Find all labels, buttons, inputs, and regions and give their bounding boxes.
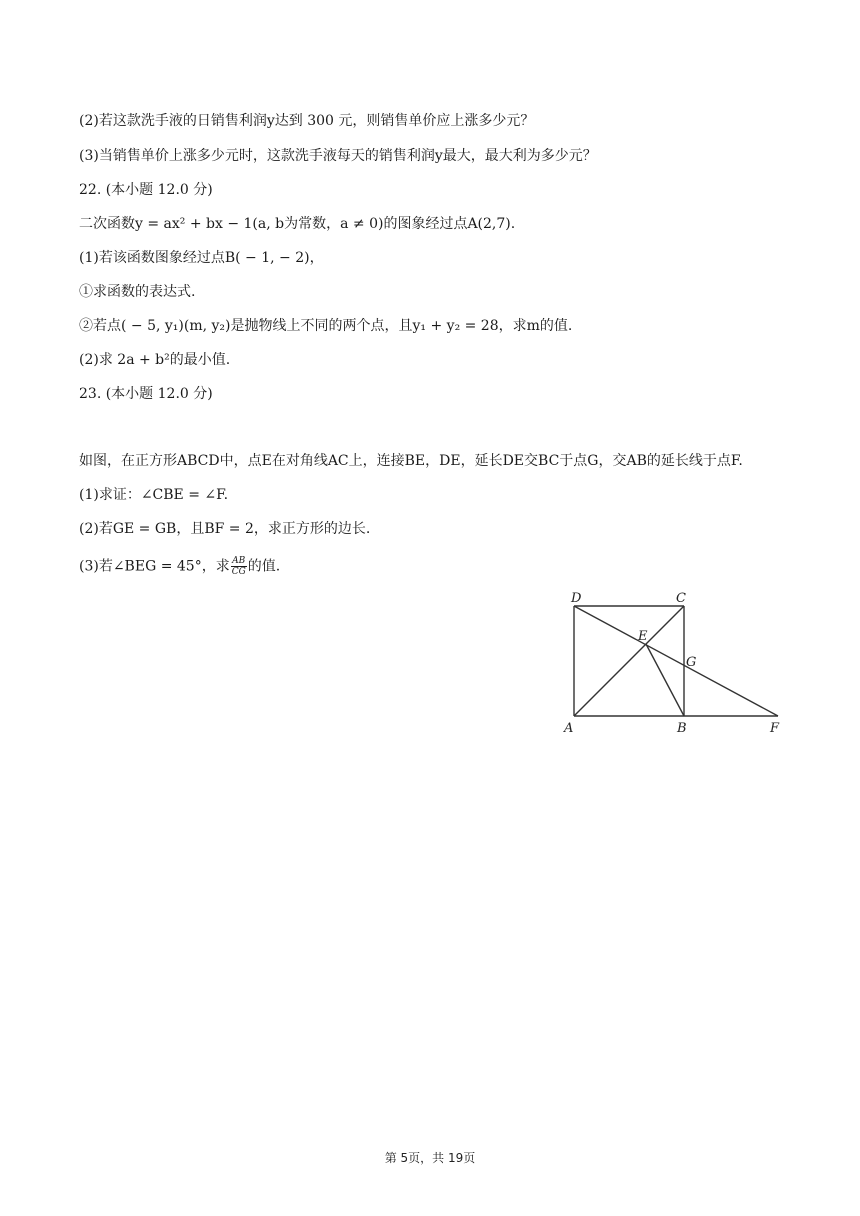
q22-part2: (2)求 2a + b²的最小值.: [79, 352, 231, 368]
q23-part3-suffix: 的值.: [247, 558, 281, 575]
q21-part2: (2)若这款洗手液的日销售利润y达到 300 元，则销售单价应上涨多少元？: [79, 113, 535, 129]
label-e: E: [638, 629, 648, 644]
q22-part1-b: ②若点( − 5, y₁)(m, y₂)是抛物线上不同的两个点，且y₁ + y₂ = 28，求m的值.: [79, 318, 573, 334]
q22-part1-a: ①求函数的表达式.: [79, 284, 196, 300]
fraction-numerator: AB: [232, 556, 246, 566]
q23-heading: 23. (本小题 12.0 分): [79, 386, 213, 402]
diagonal-ac: [574, 606, 684, 716]
label-f: F: [770, 721, 780, 736]
q23-part1: (1)求证：∠CBE = ∠F.: [79, 487, 229, 503]
q21-part3: (3)当销售单价上涨多少元时，这款洗手液每天的销售利润y最大，最大利为多少元？: [79, 148, 597, 164]
square-geometry-figure: [560, 588, 790, 738]
label-g: G: [686, 655, 697, 670]
q22-stem: 二次函数y = ax² + bx − 1(a, b为常数，a ≠ 0)的图象经过点A(2,7).: [79, 216, 516, 232]
q22-part1: (1)若该函数图象经过点B( − 1, − 2)，: [79, 250, 324, 266]
q23-stem: 如图，在正方形ABCD中，点E在对角线AC上，连接BE，DE，延长DE交BC于点G，交AB的延长线于点F.: [79, 453, 743, 469]
label-b: B: [677, 721, 687, 736]
q23-part3-prefix: (3)若∠BEG = 45°，求: [79, 558, 230, 575]
page-footer: 第 5页，共 19页: [384, 1151, 476, 1165]
fraction-denominator: CG: [231, 567, 246, 577]
label-a: A: [564, 721, 574, 736]
q23-part3: [79, 556, 280, 577]
label-d: D: [571, 591, 582, 606]
q22-heading: 22. (本小题 12.0 分): [79, 182, 213, 198]
q23-part2: (2)若GE = GB，且BF = 2，求正方形的边长.: [79, 521, 371, 537]
label-c: C: [676, 591, 686, 606]
fraction-ab-over-cg: [231, 556, 247, 577]
